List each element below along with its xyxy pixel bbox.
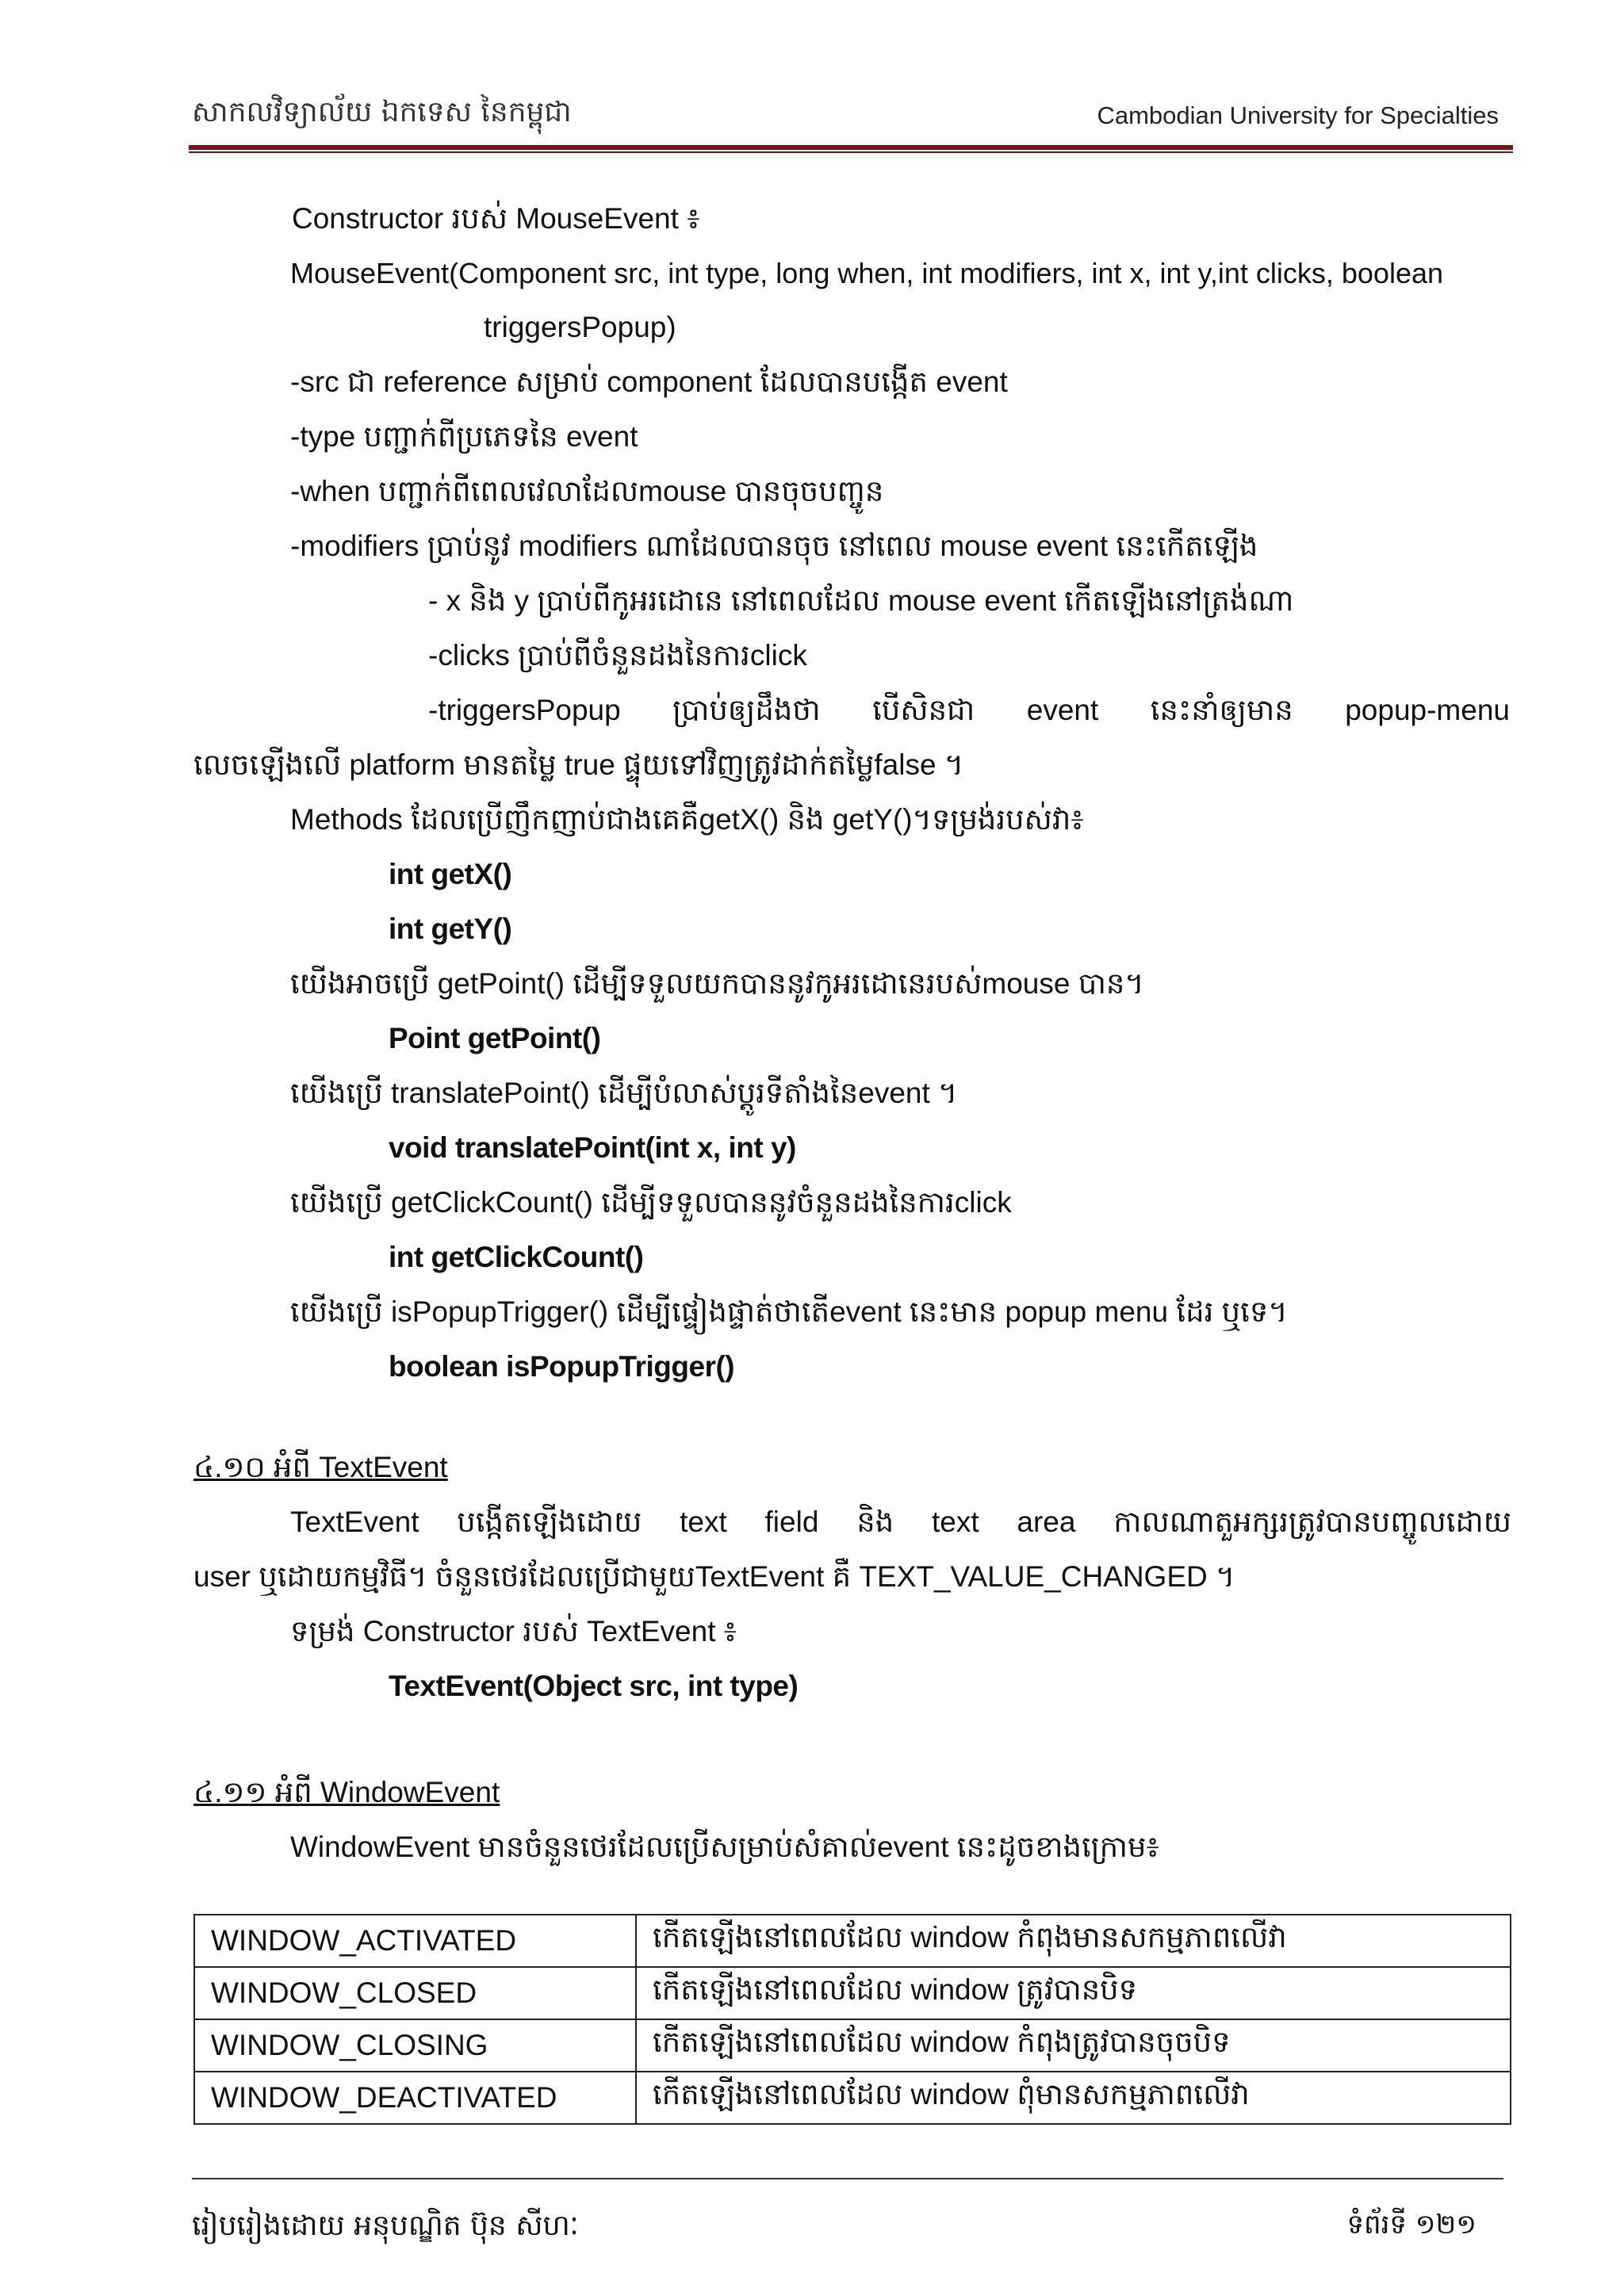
table-row <box>194 2072 1511 2124</box>
code-getclickcount: int getClickCount() <box>389 1241 644 1273</box>
word: នេះនាំឲ្យមាន <box>1150 694 1293 726</box>
constant-desc: កើតឡើងនៅពេលដែល window ត្រូវបានបិទ <box>636 1967 1511 2019</box>
constructor-intro: Constructor របស់ MouseEvent ៖ <box>292 202 700 235</box>
word: popup-menu <box>1345 694 1510 726</box>
word: បើសិនជា <box>872 694 975 726</box>
constant-desc: កើតឡើងនៅពេលដែល window ពុំមានសកម្មភាពលើវា <box>636 2072 1511 2124</box>
word: និង <box>856 1506 894 1538</box>
constant-name: WINDOW_DEACTIVATED <box>194 2072 636 2124</box>
textevent-desc <box>290 1504 1511 1540</box>
param-triggerspopup-cont: លេចឡើងលើ platform មានតម្លៃ true ផ្ទុយទៅវិញត្រូវដាក់តម្លៃfalse ។ <box>193 748 964 781</box>
constant-name: WINDOW_ACTIVATED <box>194 1915 636 1967</box>
getpoint-desc: យើងអាចប្រើ getPoint() ដើម្បីទទួលយកបាននូវកូអរដោនេរបស់mouse បាន។ <box>290 967 1144 1000</box>
table-row <box>194 1915 1511 1967</box>
header-university-km: សាកលវិទ្យាល័យ ឯកទេស នៃកម្ពុជា <box>192 96 572 128</box>
textevent-constructor-intro: ទម្រង់ Constructor របស់ TextEvent ៖ <box>290 1615 737 1647</box>
word: កាលណាតួអក្សរត្រូវបានបញ្ចូលដោយ <box>1113 1506 1511 1538</box>
code-textevent-constructor: TextEvent(Object src, int type) <box>389 1670 799 1702</box>
code-ispopuptrigger: boolean isPopupTrigger() <box>389 1350 735 1383</box>
code-getpoint: Point getPoint() <box>389 1022 601 1054</box>
footer-author: រៀបរៀងដោយ អនុបណ្ឌិត ប៊ុន សីហៈ <box>192 2210 579 2242</box>
param-triggerspopup <box>428 692 1510 729</box>
textevent-desc-cont: user ឬដោយកម្មវិធី។ ចំនួនថេរដែលប្រើជាមួយTextEvent គឺ TEXT_VALUE_CHANGED ។ <box>193 1560 1235 1593</box>
code-translatepoint: void translatePoint(int x, int y) <box>389 1131 796 1164</box>
header-rule <box>189 145 1513 150</box>
constant-desc: កើតឡើងនៅពេលដែល window កំពុងមានសកម្មភាពលើវា <box>636 1915 1511 1967</box>
table-row <box>194 1967 1511 2019</box>
param-src: -src ជា reference សម្រាប់ component ដែលបានបង្កើត event <box>290 365 1008 398</box>
header-rule-thin <box>189 151 1513 153</box>
word: -triggersPopup <box>428 694 621 726</box>
footer-rule <box>192 2178 1503 2179</box>
ispopuptrigger-desc: យើងប្រើ isPopupTrigger() ដើម្បីផ្ទៀងផ្ទាត់ថាតើevent នេះមាន popup menu ដែរ ឬទេ។ <box>290 1295 1288 1328</box>
param-modifiers: -modifiers ប្រាប់នូវ modifiers ណាដែលបានចុច នៅពេល mouse event នេះកើតឡើង <box>290 530 1258 562</box>
word: TextEvent <box>290 1506 419 1538</box>
word: text <box>931 1506 979 1538</box>
constant-name: WINDOW_CLOSING <box>194 2019 636 2072</box>
word: ប្រាប់ឲ្យដឹងថា <box>672 694 821 726</box>
constructor-signature: MouseEvent(Component src, int type, long when, int modifiers, int x, int y,int clicks, boolean <box>290 257 1444 289</box>
code-getx: int getX() <box>389 858 512 890</box>
section-heading-windowevent: ៤.១១ អំពី WindowEvent <box>193 1776 500 1808</box>
word: area <box>1017 1506 1076 1538</box>
windowevent-desc: WindowEvent មានចំនួនថេរដែលប្រើសម្រាប់សំគាល់event នេះដូចខាងក្រោម៖ <box>290 1831 1159 1863</box>
header-university-en: Cambodian University for Specialties <box>1097 101 1499 129</box>
constant-name: WINDOW_CLOSED <box>194 1967 636 2019</box>
param-type: -type បញ្ជាក់ពីប្រភេទនៃ event <box>290 420 638 453</box>
constant-desc: កើតឡើងនៅពេលដែល window កំពុងត្រូវបានចុចបិទ <box>636 2019 1511 2072</box>
methods-intro: Methods ដែលប្រើញឹកញាប់ជាងគេគឺgetX() និង getY()។ទម្រង់របស់វា៖ <box>290 803 1084 836</box>
param-when: -when បញ្ជាក់ពីពេលវេលាដែលmouse បានចុចបញ្ចូន <box>290 475 884 507</box>
constructor-signature-cont: triggersPopup) <box>484 311 676 343</box>
window-event-constants-table <box>193 1914 1511 2125</box>
word: event <box>1026 694 1099 726</box>
word: text <box>680 1506 727 1538</box>
code-gety: int getY() <box>389 913 512 945</box>
word: បង្កើតឡើងដោយ <box>457 1506 642 1538</box>
section-heading-textevent: ៤.១០ អំពី TextEvent <box>193 1451 448 1483</box>
word: field <box>764 1506 819 1538</box>
getclickcount-desc: យើងប្រើ getClickCount() ដើម្បីទទួលបាននូវចំនួនដងនៃការclick <box>290 1186 1012 1219</box>
footer-page-number: ទំព័រទី ១២១ <box>1346 2209 1477 2241</box>
table-row <box>194 2019 1511 2072</box>
translatepoint-desc: យើងប្រើ translatePoint() ដើម្បីបំលាស់ប្តូរទីតាំងនៃevent ។ <box>290 1077 958 1109</box>
param-xy: - x និង y ប្រាប់ពីកូអរដោនេ នៅពេលដែល mouse event កើតឡើងនៅត្រង់ណា <box>428 584 1294 617</box>
param-clicks: -clicks ប្រាប់ពីចំនួនដងនៃការclick <box>428 639 807 672</box>
